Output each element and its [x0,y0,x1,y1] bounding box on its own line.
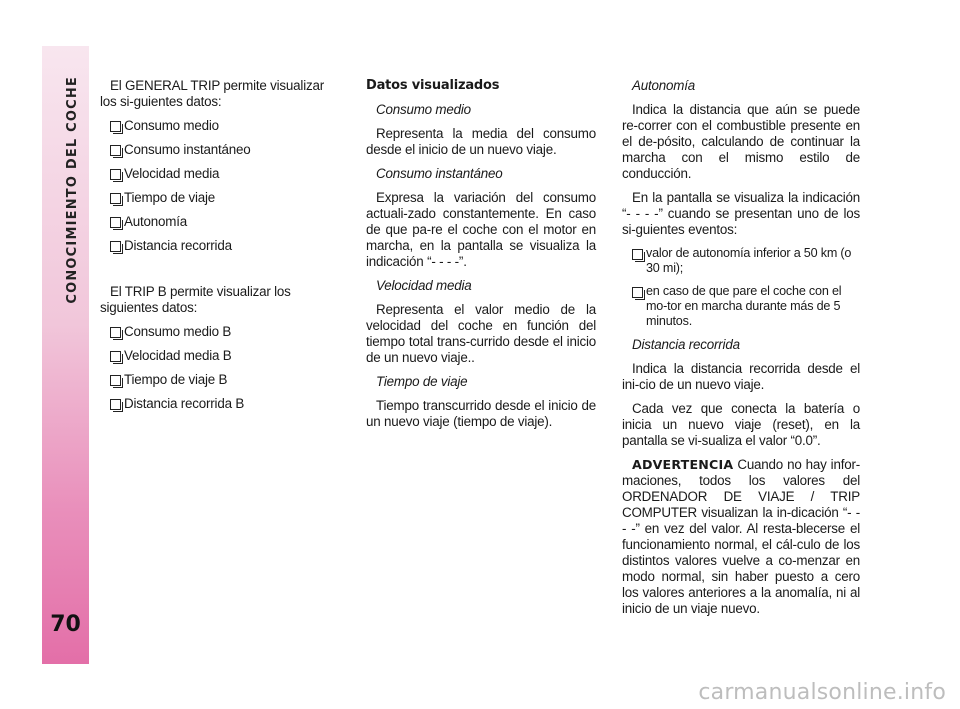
list-item: Tiempo de viaje [110,190,338,206]
warning-label: ADVERTENCIA [632,457,734,472]
checkbox-icon [110,121,121,132]
subheading-distancia-recorrida: Distancia recorrida [632,337,740,352]
checkbox-icon [110,375,121,386]
paragraph: Indica la distancia recorrida desde el ini-cio de un nuevo viaje. [622,361,860,392]
checkbox-icon [110,145,121,156]
checkbox-icon [110,217,121,228]
checkbox-icon [632,287,643,298]
warning-paragraph [622,457,860,617]
subheading-consumo-medio: Consumo medio [376,102,471,117]
checkbox-icon [110,399,121,410]
column-2 [366,78,596,438]
page-number: 70 [50,612,81,637]
list-item: en caso de que pare el coche con el mo-tor en marcha durante más de 5 minutos. [632,284,860,329]
paragraph: En la pantalla se visualiza la indicación “- - - -” cuando se presentan uno de los si-guientes eventos: [622,190,860,237]
section-heading: Datos visualizados [366,78,500,93]
checkbox-icon [110,351,121,362]
list-item: Tiempo de viaje B [110,372,338,388]
list-item: Distancia recorrida [110,238,338,254]
list-item: valor de autonomía inferior a 50 km (o 30 mi); [632,246,860,276]
list-item: Consumo medio B [110,324,338,340]
checkbox-icon [110,169,121,180]
trip-b-intro: El TRIP B permite visualizar los siguientes datos: [100,284,291,315]
column-3 [622,78,860,625]
subheading-autonomia: Autonomía [632,78,695,93]
list-item: Velocidad media B [110,348,338,364]
column-1 [100,78,338,420]
spacer [100,262,338,284]
paragraph: Indica la distancia que aún se puede re-correr con el combustible presente en el de-pósito, calculando de continuar la marcha con el mismo estilo de conducción. [622,102,860,181]
list-item: Consumo instantáneo [110,142,338,158]
subheading-tiempo-de-viaje: Tiempo de viaje [376,374,468,389]
paragraph: Expresa la variación del consumo actuali-zado constantemente. En caso de que pa-re el coche con el motor en marcha, en la pantalla se visualiza la indicación “- - - -”. [366,190,596,269]
paragraph: Representa el valor medio de la velocidad del coche en función del tiempo total trans-currido desde el inicio de un nuevo viaje.. [366,302,596,365]
checkbox-icon [110,241,121,252]
list-item: Velocidad media [110,166,338,182]
list-item: Distancia recorrida B [110,396,338,412]
paragraph: Cada vez que conecta la batería o inicia un nuevo viaje (reset), en la pantalla se vi-sualiza el valor “0.0”. [622,401,860,448]
watermark: carmanualsonline.info [698,680,946,705]
paragraph: Representa la media del consumo desde el inicio de un nuevo viaje. [366,126,596,157]
subheading-consumo-instantaneo: Consumo instantáneo [376,166,503,181]
list-item: Consumo medio [110,118,338,134]
checkbox-icon [110,193,121,204]
list-item: Autonomía [110,214,338,230]
checkbox-icon [632,249,643,260]
subheading-velocidad-media: Velocidad media [376,278,472,293]
checkbox-icon [110,327,121,338]
section-title: CONOCIMIENTO DEL COCHE [65,76,80,304]
general-trip-intro: El GENERAL TRIP permite visualizar los si-guientes datos: [100,78,324,109]
paragraph: Tiempo transcurrido desde el inicio de un nuevo viaje (tiempo de viaje). [366,398,596,429]
warning-text: Cuando no hay infor-maciones, todos los valores del ORDENADOR DE VIAJE / TRIP COMPUTER visualizan la in-dicación “- - - -” en vez del valor. Al resta-blecerse el funcionamiento normal, el cál-culo de los distintos valores vuelve a co-menzar en modo normal, sin haber puesto a cero los valores anteriores a la anomalía, ni al inicio de un viaje nuevo. [622,457,860,616]
